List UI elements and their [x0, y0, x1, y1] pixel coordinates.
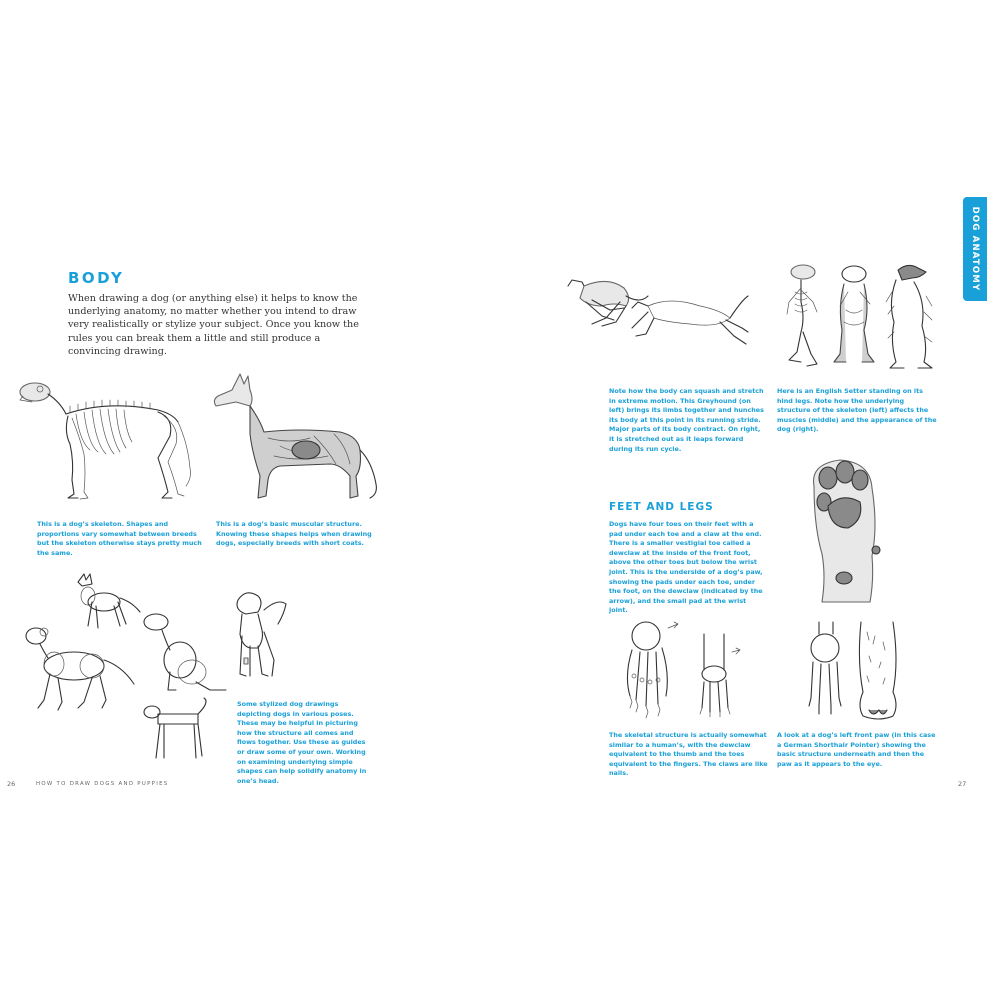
caption-skeletal-paw: The skeletal structure is actually somewhat similar to a human’s, with the dewclaw equivalent to the thumb and the toes equivalent to the fingers. The claws are like nails. — [609, 731, 768, 778]
stylized-box-dog-illustration — [142, 700, 214, 760]
paw-bones-palmar-illustration — [622, 616, 684, 720]
setter-muscles-illustration — [830, 262, 880, 368]
section-heading-feet: FEET AND LEGS — [609, 501, 714, 513]
intro-paragraph: When drawing a dog (or anything else) it helps to know the underlying anatomy, no matter whether you intend to draw very realistically or stylize your subject. Once you know the rules you can break them a little and still produce a convincing drawing. — [68, 293, 359, 357]
caption-skeleton: This is a dog’s skeleton. Shapes and proportions vary somewhat between breeds but the skeleton otherwise stays pretty much the same. — [37, 520, 202, 557]
stylized-dog-sitting-illustration — [140, 610, 230, 694]
stylized-dog-walking-illustration — [22, 622, 140, 714]
caption-greyhound: Note how the body can squash and stretch in extreme motion. This Greyhound (on left) brings its limbs together and hunches its body at this point in its running stride. Major parts of its body contract. On right, it is stretched out as it leaps forward during its run cycle. — [609, 387, 764, 453]
section-heading-body: BODY — [68, 269, 125, 287]
paw-pad-illustration — [800, 456, 890, 604]
caption-muscles: This is a dog’s basic muscular structure. Knowing these shapes helps when drawing dogs, especially breeds with short coats. — [216, 520, 372, 548]
setter-sketch-illustration — [882, 262, 940, 372]
stylized-dog-front-illustration — [228, 590, 292, 682]
caption-setter: Here is an English Setter standing on its hind legs. Note how the underlying structure of the skeleton (left) affects the muscles (middle) and the appearance of the dog (right). — [777, 387, 937, 434]
caption-front-paw: A look at a dog’s left front paw (in this case a German Shorthair Pointer) showing the basic structure underneath and then the paw as it appears to the eye. — [777, 731, 936, 768]
side-tab-label: DOG ANATOMY — [970, 206, 980, 292]
leg-fur-front-illustration — [853, 622, 903, 722]
dog-muscles-illustration — [210, 372, 380, 507]
setter-skeleton-illustration — [779, 262, 829, 368]
greyhound-stretched-illustration — [630, 292, 750, 356]
running-head: HOW TO DRAW DOGS AND PUPPIES — [36, 781, 169, 787]
paw-bones-side-illustration — [694, 630, 744, 718]
dog-skeleton-illustration — [18, 372, 198, 507]
leg-bones-front-illustration — [803, 622, 853, 720]
side-tab — [963, 197, 987, 301]
caption-stylized: Some stylized dog drawings depicting dogs in various poses. These may be helpful in picturing how the structure all comes and flows together. Use these as guides or draw some of your own. Working on examining underlying simple shapes can help solidify anatomy in one’s head. — [237, 700, 367, 785]
folio-left: 26 — [7, 780, 16, 788]
feet-body-text: Dogs have four toes on their feet with a pad under each toe and a claw at the end. There is a smaller vestigial toe called a dewclaw at the inside of the front foot, above the other toes but below the wrist joint. This is the underside of a dog’s paw, showing the pads under each toe, under the foot, on the dewclaw (indicated by the arrow), and the small pad at the wrist joint. — [609, 520, 763, 615]
folio-right: 27 — [958, 780, 967, 788]
